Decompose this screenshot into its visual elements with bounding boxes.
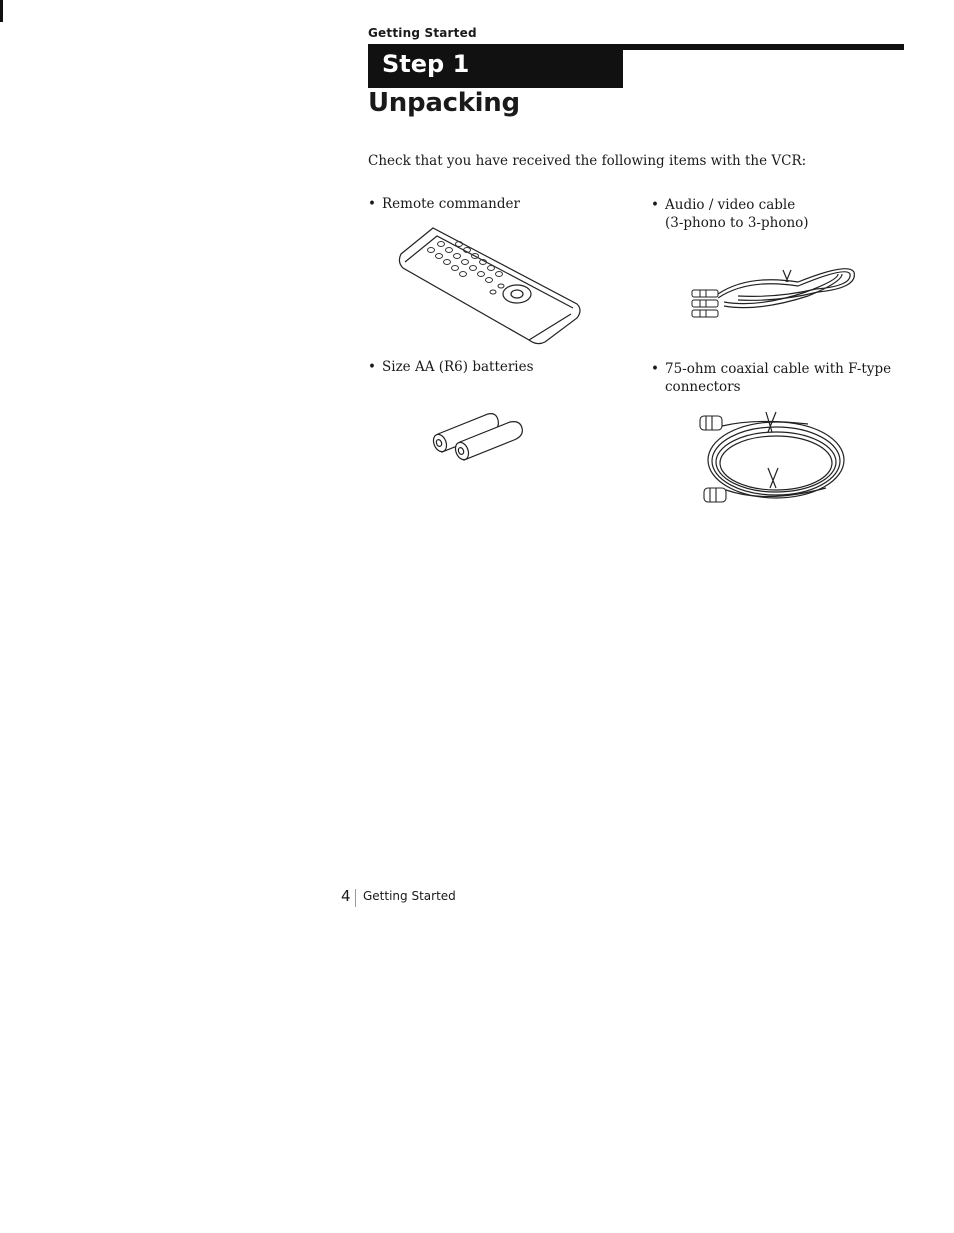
page-title: Unpacking bbox=[368, 88, 520, 118]
av-cable-icon bbox=[688, 252, 858, 332]
bullet: • bbox=[651, 361, 659, 377]
margin-mark bbox=[0, 0, 3, 22]
item-label: Audio / video cable bbox=[665, 197, 796, 213]
item-label-continued: (3-phono to 3-phono) bbox=[665, 215, 809, 231]
coaxial-cable-icon bbox=[696, 404, 856, 514]
footer-divider bbox=[355, 889, 356, 907]
bullet: • bbox=[651, 197, 659, 213]
step-label: Step 1 bbox=[382, 50, 470, 78]
list-item bbox=[368, 195, 520, 213]
remote-control-icon bbox=[395, 222, 585, 347]
list-item bbox=[651, 196, 809, 232]
intro-text: Check that you have received the following items with the VCR: bbox=[368, 153, 807, 169]
item-label-continued: connectors bbox=[665, 379, 741, 395]
list-item bbox=[368, 358, 534, 376]
item-label: Remote commander bbox=[382, 196, 520, 212]
section-label: Getting Started bbox=[368, 26, 477, 40]
footer-section: Getting Started bbox=[363, 889, 456, 903]
bullet: • bbox=[368, 196, 376, 212]
list-item bbox=[651, 360, 891, 396]
batteries-icon bbox=[430, 410, 525, 460]
item-label: 75-ohm coaxial cable with F-type bbox=[665, 361, 892, 377]
page-number: 4 bbox=[341, 887, 351, 905]
bullet: • bbox=[368, 359, 376, 375]
item-label: Size AA (R6) batteries bbox=[382, 359, 534, 375]
